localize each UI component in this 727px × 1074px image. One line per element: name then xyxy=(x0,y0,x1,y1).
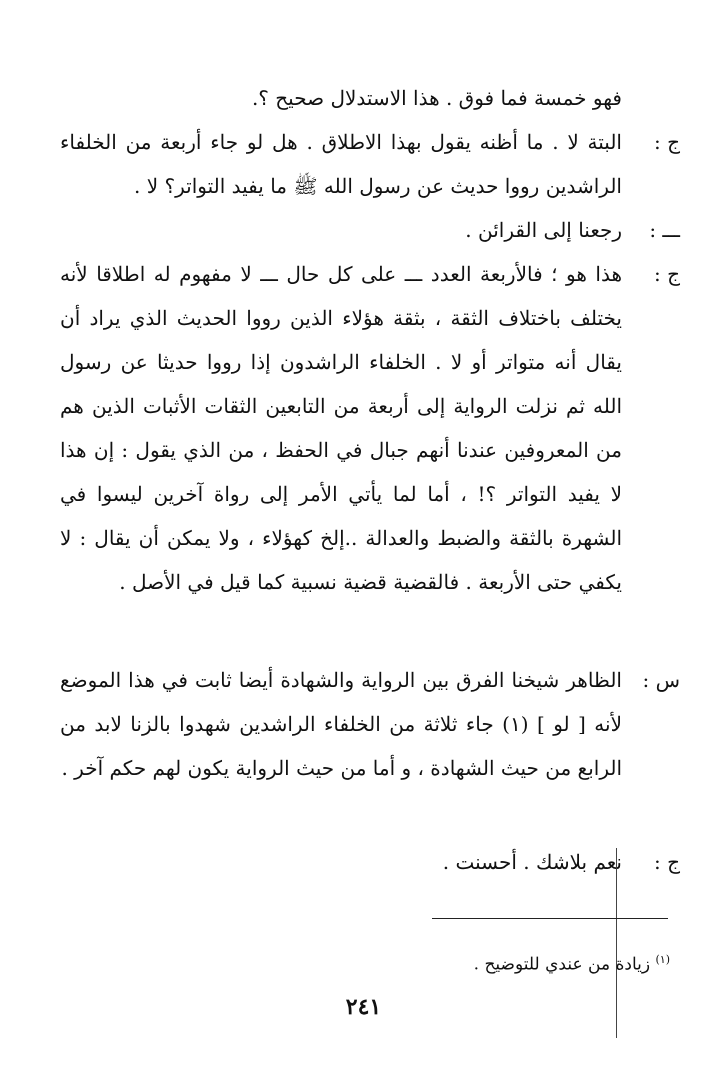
dialogue-question xyxy=(60,658,680,790)
speaker-label: ـــ : xyxy=(649,218,680,242)
dialogue-answer xyxy=(60,840,680,884)
speaker-label: س : xyxy=(642,668,680,692)
speaker-label: ج : xyxy=(653,130,680,154)
dialogue-question xyxy=(60,208,680,252)
footnote xyxy=(60,946,670,979)
page-number: ٢٤١ xyxy=(345,994,382,1020)
dialogue-text: نعم بلاشك . أحسنت . xyxy=(442,850,622,874)
dialogue-text: البتة لا . ما أظنه يقول بهذا الاطلاق . هل لو جاء أربعة من الخلفاء الراشدين رووا حديث عن رسول الله ﷺ ما يفيد التواتر؟ لا . xyxy=(60,130,622,198)
footnote-separator xyxy=(432,918,668,919)
dialogue-text: هذا هو ؛ فالأربعة العدد ـــ على كل حال ـــ لا مفهوم له اطلاقا لأنه يختلف باختلاف الثقة ، بثقة هؤلاء الذين رووا الحديث الذي يراد أن يقال أنه متواتر أو لا . الخلفاء الراشدون إذا رووا حديثا عن رسول الله ثم نزلت الرواية إلى أربعة من التابعين الثقات الأثبات الذين هم من المعروفين عندنا أنهم جبال في الحفظ ، من الذي يقول : إن هذا لا يفيد التواتر ؟! ، أما لما يأتي الأمر إلى رواة آخرين ليسوا في الشهرة بالثقة والضبط والعدالة ..إلخ كهؤلاء ، ولا يمكن أن يقال : لا يكفي حتى الأربعة . فالقضية قضية نسبية كما قيل في الأصل . xyxy=(60,262,623,594)
dialogue-text: الظاهر شيخنا الفرق بين الرواية والشهادة أيضا ثابت في هذا الموضع لأنه [ لو ] (١) جاء ثلاثة من الخلفاء الراشدين شهدوا بالزنا لابد من الرابع من حيث الشهادة ، و أما من حيث الرواية يكون لهم حكم آخر . xyxy=(60,668,622,780)
dialogue-answer xyxy=(60,252,680,604)
footnote-text: زيادة من عندي للتوضيح . xyxy=(473,954,651,975)
dialogue-text: رجعنا إلى القرائن . xyxy=(465,218,622,242)
dialogue-line xyxy=(60,76,680,120)
speaker-label: ج : xyxy=(653,262,680,286)
speaker-label: ج : xyxy=(653,850,680,874)
dialogue-text: فهو خمسة فما فوق . هذا الاستدلال صحيح ؟. xyxy=(251,86,622,110)
dialogue-answer xyxy=(60,120,680,208)
footnote-marker: (١) xyxy=(655,953,670,966)
